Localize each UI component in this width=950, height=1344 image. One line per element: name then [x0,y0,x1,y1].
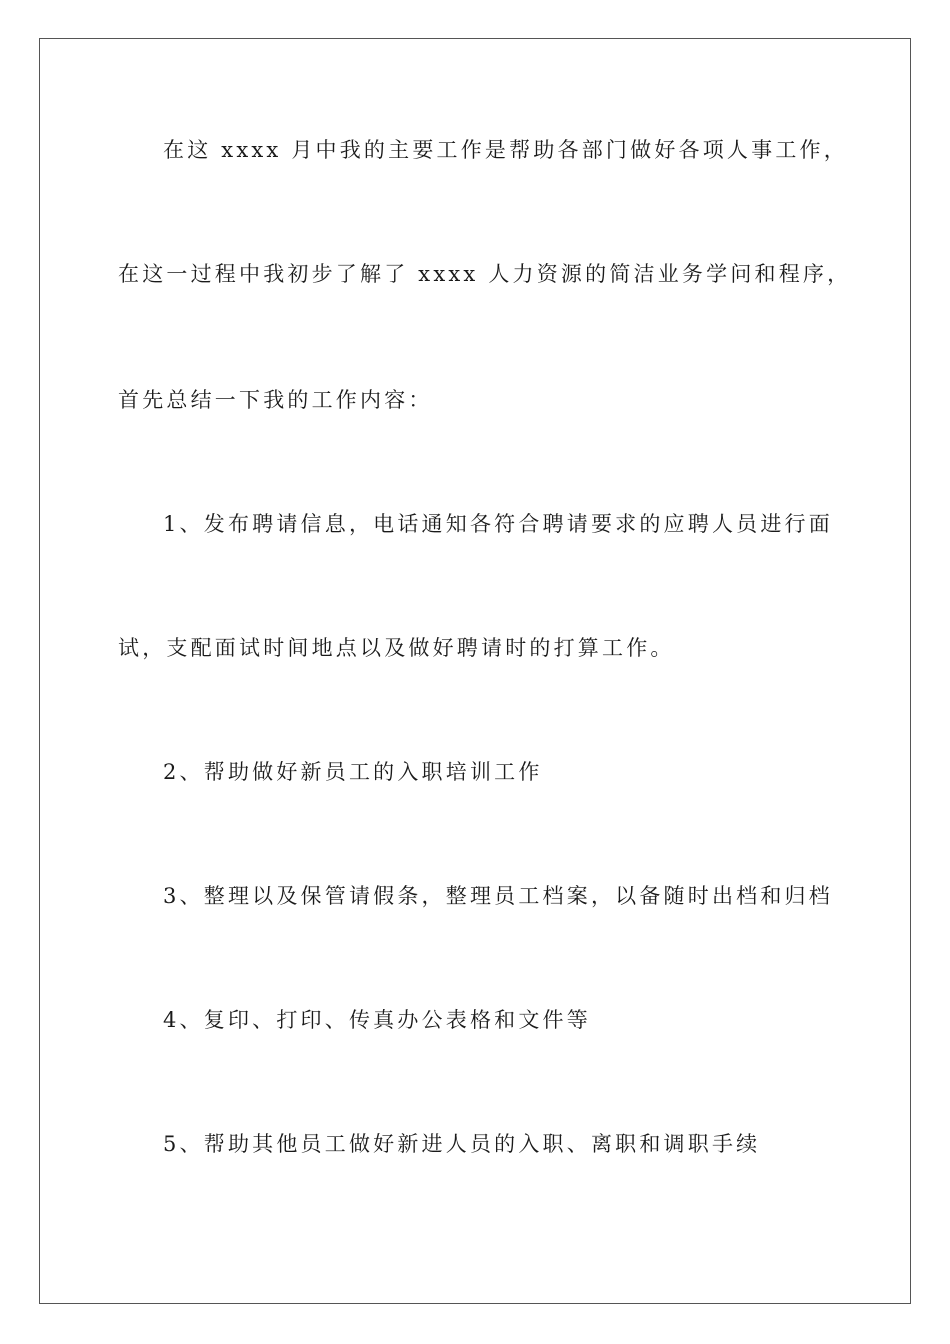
list-item-1-line-1: 1、发布聘请信息，电话通知各符合聘请要求的应聘人员进行面 [163,512,833,536]
list-item-5: 5、帮助其他员工做好新进人员的入职、离职和调职手续 [163,1132,761,1156]
paragraph-line-3: 首先总结一下我的工作内容： [118,388,433,412]
list-item-3: 3、整理以及保管请假条，整理员工档案，以备随时出档和归档 [163,884,833,908]
paragraph-line-2: 在这一过程中我初步了解了 xxxx 人力资源的简洁业务学问和程序， [118,262,852,286]
paragraph-line-1: 在这 xxxx 月中我的主要工作是帮助各部门做好各项人事工作， [163,138,848,162]
page-frame [39,38,911,1304]
list-item-1-line-2: 试，支配面试时间地点以及做好聘请时的打算工作。 [118,636,675,660]
list-item-2: 2、帮助做好新员工的入职培训工作 [163,760,543,784]
list-item-4: 4、复印、打印、传真办公表格和文件等 [163,1008,591,1032]
